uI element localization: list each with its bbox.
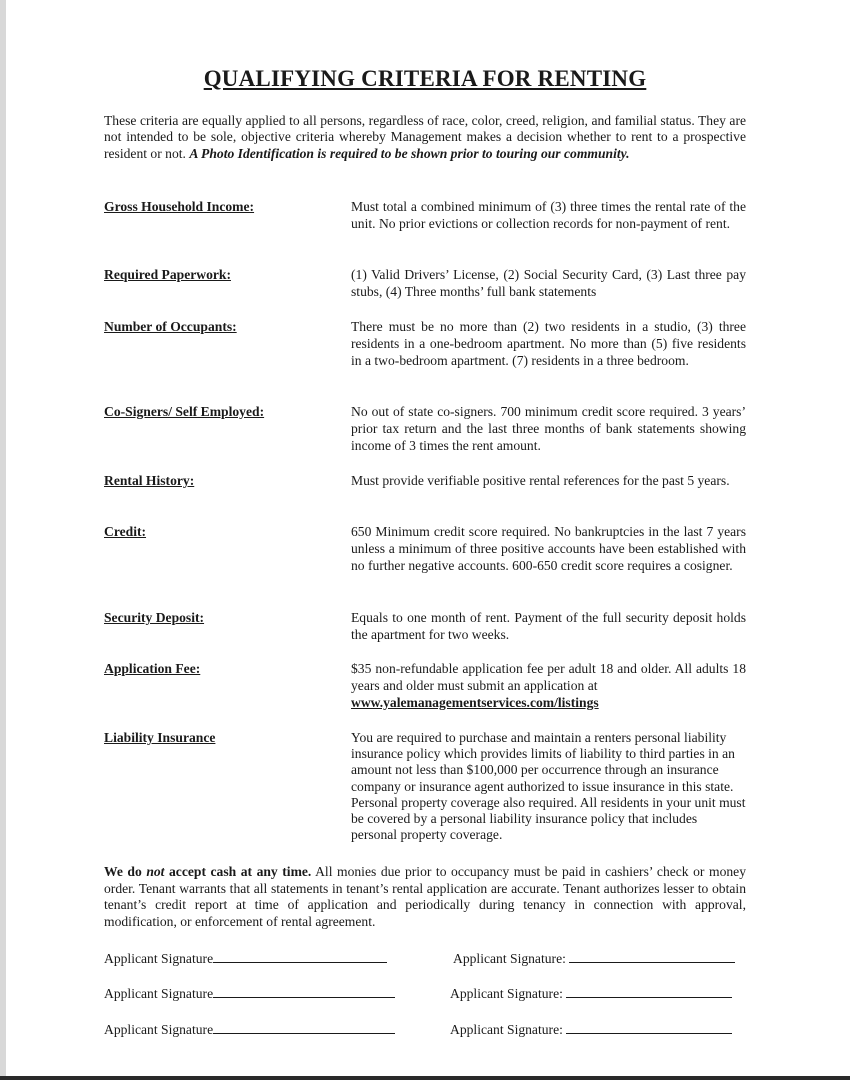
criteria-label: Liability Insurance	[104, 730, 216, 745]
signature-line[interactable]	[213, 985, 395, 998]
closing-lead-part: We do	[104, 864, 147, 879]
intro-emphasis: A Photo Identification is required to be shown prior to touring our community.	[189, 145, 630, 161]
intro-paragraph	[104, 113, 746, 162]
criteria-label: Application Fee:	[104, 661, 201, 676]
page-bottom-edge	[0, 1076, 850, 1080]
closing-text: All monies due prior to occupancy must be paid in cashiers’ check or money order. Tenant warrants that all statements in tenant’s rental application are accurate. Tenant authorizes lesser to obtain tenant’s credit report at time of application and periodically during tenancy in connection with approval, modification, or enforcement of rental agreement.	[104, 864, 746, 929]
signature-label: Applicant Signature	[104, 1022, 214, 1037]
criteria-text: There must be no more than (2) two residents in a studio, (3) three residents in a one-bedroom apartment. No more than (5) five residents in a two-bedroom apartment. (7) residents in a three bedroom.	[351, 319, 746, 368]
signature-field-left-2	[104, 985, 395, 1002]
criteria-label: Credit:	[104, 524, 147, 539]
page-edge	[0, 0, 6, 1080]
criteria-label: Gross Household Income:	[104, 199, 255, 214]
criteria-text: Equals to one month of rent. Payment of the full security deposit holds the apartment for two weeks.	[351, 610, 746, 642]
signature-label: Applicant Signature:	[453, 951, 570, 966]
criteria-text: Must provide verifiable positive rental references for the past 5 years.	[351, 473, 730, 488]
criteria-text: $35 non-refundable application fee per adult 18 and older. All adults 18 years and older must submit an application at	[351, 661, 746, 693]
signature-line[interactable]	[213, 950, 387, 963]
signature-field-right-3	[450, 1021, 732, 1038]
criteria-text-block	[351, 661, 746, 711]
closing-lead-part: accept cash at any time.	[164, 864, 312, 879]
signature-line[interactable]	[566, 985, 732, 998]
criteria-label: Number of Occupants:	[104, 319, 237, 334]
signature-label: Applicant Signature:	[450, 986, 567, 1001]
criteria-text: 650 Minimum credit score required. No bankruptcies in the last 7 years unless a minimum of three positive accounts have been established with no further negative accounts. 600-650 credit score requires a cosigner.	[351, 524, 746, 573]
criteria-text: You are required to purchase and maintain a renters personal liability insurance policy which provides limits of liability to third parties in an amount not less than $100,000 per occurrence through an insurance company or insurance agent authorized to issue insurance in this state. Personal property coverage also required. All residents in your unit must be covered by a personal liability insurance policy that includes personal property coverage.	[351, 730, 746, 843]
closing-lead	[104, 864, 311, 879]
criteria-label: Co-Signers/ Self Employed:	[104, 404, 265, 419]
criteria-text: (1) Valid Drivers’ License, (2) Social Security Card, (3) Last three pay stubs, (4) Three months’ full bank statements	[351, 267, 746, 299]
listings-link[interactable]: www.yalemanagementservices.com/listings	[351, 694, 599, 710]
signature-line[interactable]	[213, 1021, 395, 1034]
closing-paragraph	[104, 864, 746, 930]
signature-label: Applicant Signature:	[450, 1022, 567, 1037]
signature-field-right-2	[450, 985, 732, 1002]
signature-label: Applicant Signature	[104, 986, 214, 1001]
signature-line[interactable]	[569, 950, 735, 963]
criteria-label: Required Paperwork:	[104, 267, 231, 282]
signature-label: Applicant Signature	[104, 951, 214, 966]
document-title: QUALIFYING CRITERIA FOR RENTING	[203, 66, 647, 91]
intro-text: These criteria are equally applied to all persons, regardless of race, color, creed, religion, and familial status. They are not intended to be sole, objective criteria whereby Management makes a decision whether to rent to a prospective resident or not.	[104, 113, 746, 161]
criteria-label: Rental History:	[104, 473, 195, 488]
signature-field-left-1	[104, 950, 387, 967]
criteria-label: Security Deposit:	[104, 610, 205, 625]
signature-line[interactable]	[566, 1021, 732, 1034]
criteria-text: No out of state co-signers. 700 minimum credit score required. 3 years’ prior tax return and the last three months of bank statements showing income of 3 times the rent amount.	[351, 404, 746, 453]
signature-field-left-3	[104, 1021, 395, 1038]
criteria-text: Must total a combined minimum of (3) three times the rental rate of the unit. No prior evictions or collection records for non-payment of rent.	[351, 199, 746, 231]
closing-lead-emphasis: not	[146, 864, 165, 879]
signature-field-right-1	[453, 950, 735, 967]
